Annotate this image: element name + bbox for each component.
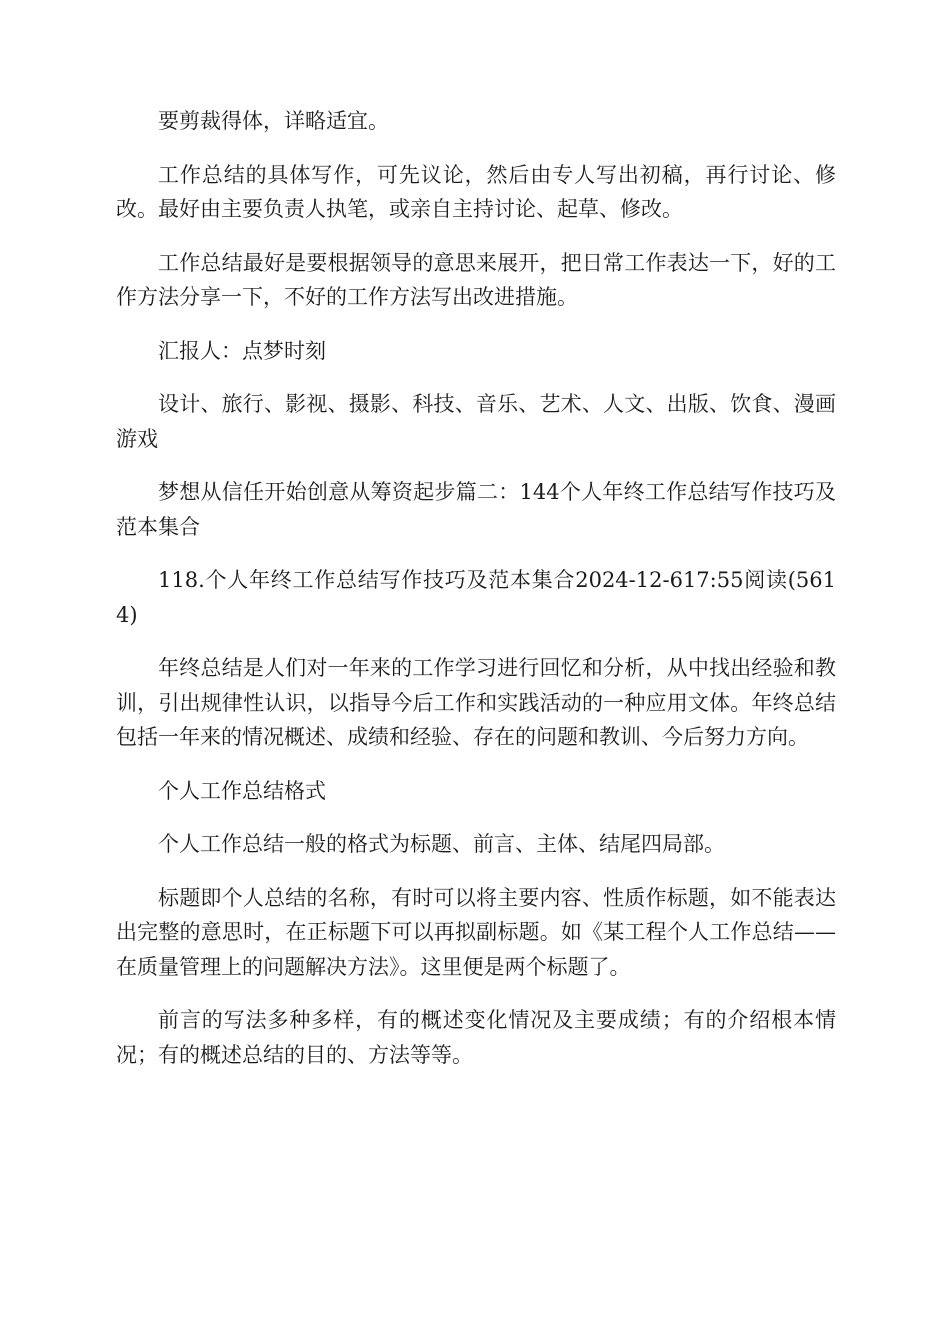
paragraph-format-heading: 个人工作总结格式 (158, 778, 326, 803)
paragraph-preface-explanation: 前言的写法多种多样，有的概述变化情况及主要成绩；有的介绍根本情况；有的概述总结的目的、方法等等。 (116, 1008, 836, 1067)
paragraph-categories: 设计、旅行、影视、摄影、科技、音乐、艺术、人文、出版、饮食、漫画游戏 (116, 392, 836, 451)
document-body (116, 104, 836, 1072)
paragraph-title-explanation: 标题即个人总结的名称，有时可以将主要内容、性质作标题，如不能表达出完整的意思时，在正标题下可以再拟副标题。如《某工程个人工作总结——在质量管理上的问题解决方法》。这里便是两个标题了。 (116, 885, 836, 979)
paragraph-article-meta: 118.个人年终工作总结写作技巧及范本集合2024-12-617:55阅读(5614) (116, 568, 836, 627)
paragraph-leader-intent: 工作总结最好是要根据领导的意思来展开，把日常工作表达一下，好的工作方法分享一下，不好的工作方法写出改进措施。 (116, 250, 836, 309)
paragraph-writing-process: 工作总结的具体写作，可先议论，然后由专人写出初稿，再行讨论、修改。最好由主要负责人执笔，或亲自主持讨论、起草、修改。 (116, 162, 836, 221)
paragraph-section-heading: 梦想从信任开始创意从筹资起步篇二：144个人年终工作总结写作技巧及范本集合 (116, 480, 836, 539)
paragraph-selection-principle: 要剪裁得体，详略适宜。 (158, 109, 389, 133)
paragraph-format-parts: 个人工作总结一般的格式为标题、前言、主体、结尾四局部。 (158, 832, 725, 856)
paragraph-year-end-definition: 年终总结是人们对一年来的工作学习进行回忆和分析，从中找出经验和教训，引出规律性认识，以指导今后工作和实践活动的一种应用文体。年终总结包括一年来的情况概述、成绩和经验、存在的问题和教训、今后努力方向。 (116, 656, 836, 749)
paragraph-reporter: 汇报人：点梦时刻 (158, 338, 326, 363)
